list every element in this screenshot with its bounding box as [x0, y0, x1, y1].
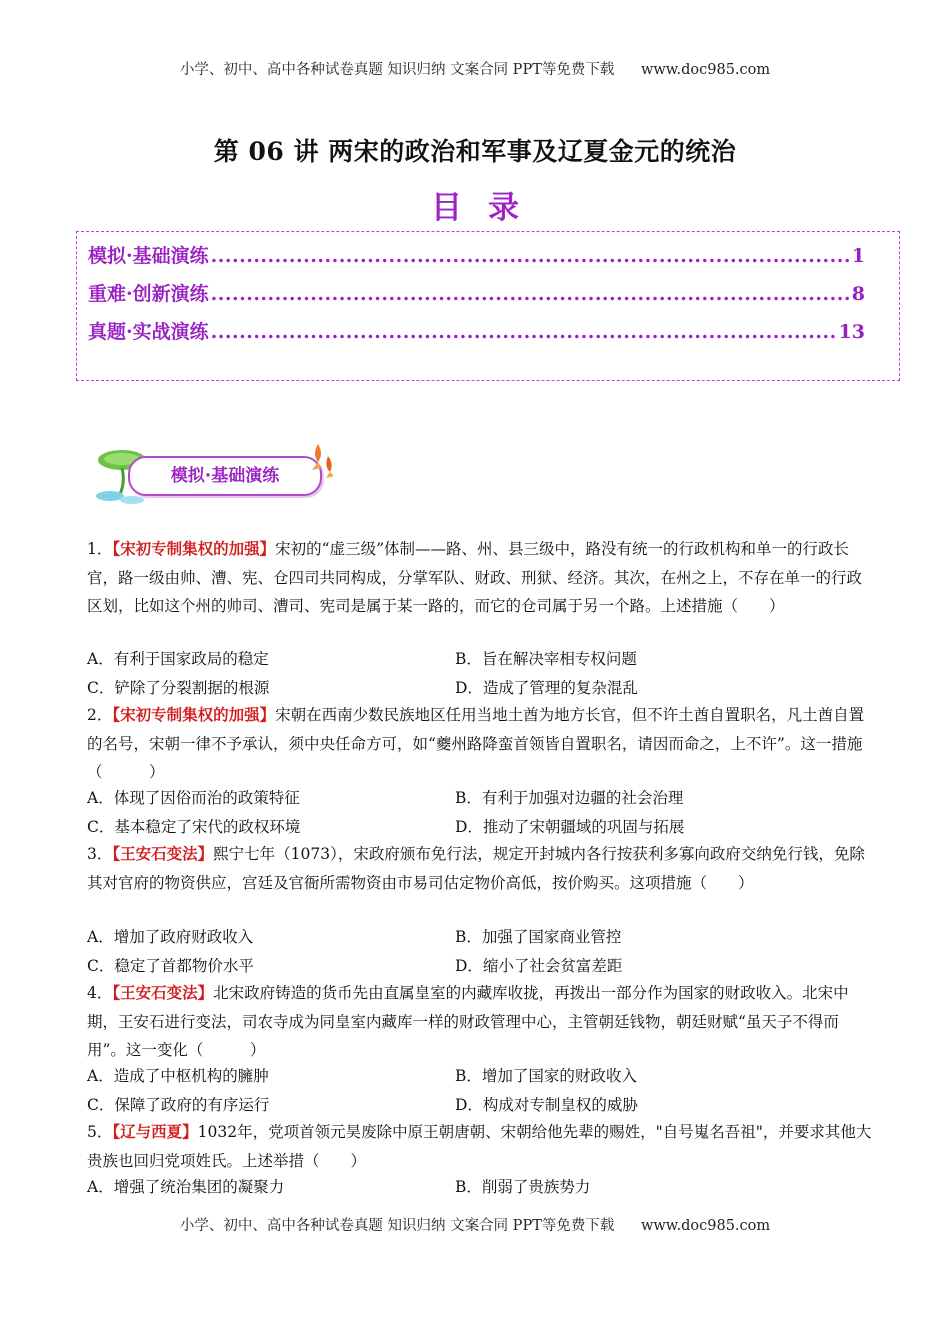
question-topic-tag: 【王安石变法】: [112, 844, 214, 863]
toc-item-page: 13: [838, 321, 865, 343]
question-text: 熙宁七年（1073），宋政府颁布免行法，规定开封城内各行按获利多寡向政府交纳免行钱，免除其对官府的物资供应，宫廷及官衙所需物资由市易司估定物价高低，按价购买。这项措施（ ）: [87, 845, 865, 892]
toc-item[interactable]: [88, 241, 865, 268]
option-b[interactable]: B．削弱了贵族势力: [455, 1178, 591, 1196]
option-b[interactable]: B．加强了国家商业管控: [455, 928, 622, 946]
goldfish-icon: [304, 440, 340, 480]
question-4-stem: [87, 979, 877, 1065]
option-c[interactable]: C．基本稳定了宋代的政权环境: [87, 818, 301, 836]
option-d[interactable]: D．推动了宋朝疆域的巩固与拓展: [455, 818, 685, 836]
table-of-contents: [76, 231, 900, 381]
question-number: 1．: [87, 540, 113, 558]
page-header: [0, 58, 950, 79]
toc-leader-dots: [211, 321, 837, 343]
question-4-options: [87, 1064, 877, 1122]
question-topic-tag: 【宋初专制集权的加强】: [112, 539, 276, 558]
toc-leader-dots: [211, 245, 850, 267]
section-badge-label: 模拟·基础演练: [170, 466, 280, 486]
header-text: 小学、初中、高中各种试卷真题 知识归纳 文案合同 PPT等免费下载: [179, 62, 615, 78]
toc-item-label: 模拟·基础演练: [88, 245, 209, 267]
option-a[interactable]: A．增加了政府财政收入: [87, 928, 254, 946]
question-text: 宋朝在西南少数民族地区任用当地土酋为地方长官，但不许土酋自置职名，凡土酋自置的名号，宋朝一律不予承认，须中央任命方可，如“夔州路降蛮首领皆自置职名，请因而命之，上不许”。这一措施（ ）: [87, 706, 865, 781]
toc-item-page: 1: [851, 245, 865, 267]
option-c[interactable]: C．稳定了首都物价水平: [87, 957, 254, 975]
toc-item[interactable]: [88, 317, 865, 344]
question-topic-tag: 【王安石变法】: [112, 983, 214, 1002]
option-b[interactable]: B．有利于加强对边疆的社会治理: [455, 789, 684, 807]
header-site-link[interactable]: www.doc985.com: [640, 62, 771, 78]
question-topic-tag: 【宋初专制集权的加强】: [112, 705, 276, 724]
toc-item-label: 真题·实战演练: [88, 321, 209, 343]
question-5-stem: [87, 1118, 877, 1175]
question-number: 4．: [87, 984, 113, 1002]
option-b[interactable]: B．旨在解决宰相专权问题: [455, 650, 637, 668]
question-number: 5．: [87, 1123, 113, 1141]
option-d[interactable]: D．造成了管理的复杂混乱: [455, 679, 638, 697]
page-footer: [0, 1214, 950, 1235]
option-d[interactable]: D．缩小了社会贫富差距: [455, 957, 623, 975]
section-badge-pill: [128, 456, 322, 496]
question-number: 3．: [87, 845, 113, 863]
option-b[interactable]: B．增加了国家的财政收入: [455, 1067, 637, 1085]
question-number: 2．: [87, 706, 113, 724]
question-2-stem: [87, 701, 877, 787]
option-c[interactable]: C．铲除了分裂割据的根源: [87, 679, 270, 697]
question-2-options: [87, 786, 877, 844]
toc-item[interactable]: [88, 279, 865, 306]
question-text: 北宋政府铸造的货币先由直属皇室的内藏库收拢，再拨出一部分作为国家的财政收入。北宋中期，王安石进行变法，司农寺成为同皇室内藏库一样的财政管理中心，主管朝廷钱物，朝廷财赋“虽天子不得而用”。这一变化（ ）: [87, 984, 849, 1059]
option-a[interactable]: A．有利于国家政局的稳定: [87, 650, 269, 668]
option-a[interactable]: A．造成了中枢机构的臃肿: [87, 1067, 269, 1085]
question-1-options: [87, 647, 877, 705]
option-a[interactable]: A．体现了因俗而治的政策特征: [87, 789, 300, 807]
footer-site-link[interactable]: www.doc985.com: [640, 1218, 771, 1234]
footer-text: 小学、初中、高中各种试卷真题 知识归纳 文案合同 PPT等免费下载: [179, 1218, 615, 1234]
option-c[interactable]: C．保障了政府的有序运行: [87, 1096, 270, 1114]
question-3-options: [87, 925, 877, 983]
question-3-stem: [87, 840, 877, 897]
section-badge: [92, 440, 342, 506]
toc-leader-dots: [211, 283, 850, 305]
option-a[interactable]: A．增强了统治集团的凝聚力: [87, 1178, 285, 1196]
toc-item-page: 8: [851, 283, 865, 305]
question-1-stem: [87, 535, 877, 621]
question-5-options: [87, 1175, 877, 1204]
option-d[interactable]: D．构成对专制皇权的威胁: [455, 1096, 638, 1114]
question-topic-tag: 【辽与西夏】: [112, 1122, 198, 1141]
toc-heading: 目录: [431, 190, 545, 226]
page-title: 第 06 讲 两宋的政治和军事及辽夏金元的统治: [213, 137, 737, 166]
question-text: 宋初的“虚三级”体制——路、州、县三级中，路没有统一的行政机构和单一的行政长官，路一级由帅、漕、宪、仓四司共同构成，分掌军队、财政、刑狱、经济。其次，在州之上，不存在单一的行政区划，比如这个州的帅司、漕司、宪司是属于某一路的，而它的仓司属于另一个路。上述措施（ ）: [87, 540, 863, 615]
question-text: 1032年，党项首领元昊废除中原王朝唐朝、宋朝给他先辈的赐姓，"自号嵬名吾祖"，并要求其他大贵族也回归党项姓氏。上述举措（ ）: [87, 1123, 872, 1170]
toc-item-label: 重难·创新演练: [88, 283, 209, 305]
